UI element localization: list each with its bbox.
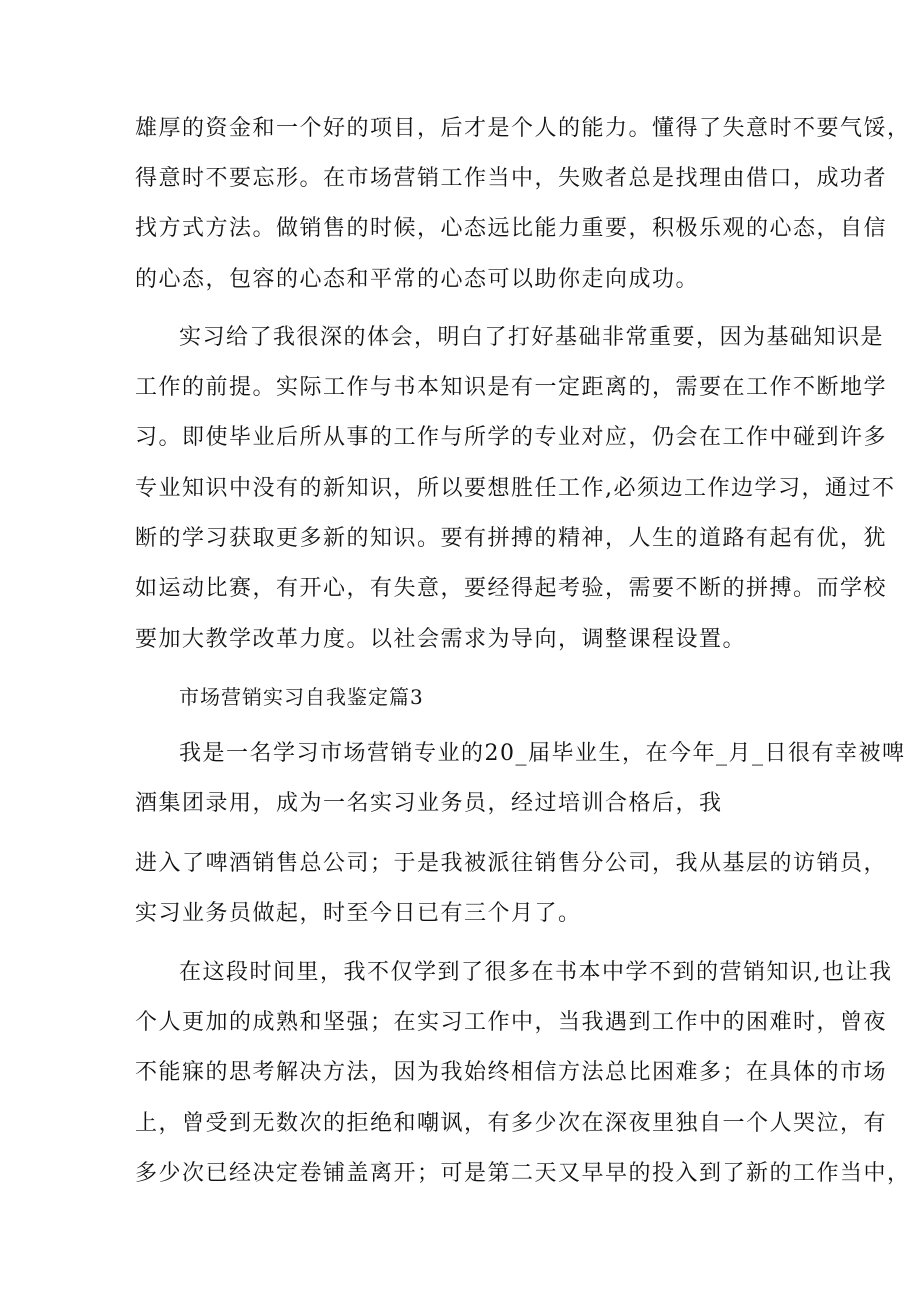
paragraph-line: 如运动比赛，有开心，有失意，要经得起考验，需要不断的拼搏。而学校 [135,576,888,601]
paragraph-line: 工作的前提。实际工作与书本知识是有一定距离的，需要在工作不断地学 [135,375,888,400]
paragraph-line: 得意时不要忘形。在市场营销工作当中，失败者总是找理由借口，成功者 [135,166,888,191]
paragraph-line: 断的学习获取更多新的知识。要有拼搏的精神，人生的道路有起有优，犹 [135,526,888,551]
paragraph-line: 在这段时间里，我不仅学到了很多在书本中学不到的营销知识,也让我 [179,960,893,985]
paragraph-line: 实习业务员做起，时至今日已有三个月了。 [135,901,582,926]
paragraph-line: 我是一名学习市场营销专业的20_届毕业生，在今年_月_日很有幸被啤 [179,741,906,766]
paragraph-line: 进入了啤酒销售总公司；于是我被派往销售分公司，我从基层的访销员， [135,851,888,876]
paragraph-line: 不能寐的思考解决方法，因为我始终相信方法总比困难多；在具体的市场 [135,1060,888,1085]
paragraph-line: 实习给了我很深的体会，明白了打好基础非常重要，因为基础知识是 [179,325,885,350]
paragraph-line: 雄厚的资金和一个好的项目，后才是个人的能力。懂得了失意时不要气馁， [135,116,911,141]
paragraph-line: 的心态，包容的心态和平常的心态可以助你走向成功。 [135,267,700,292]
paragraph-line: 要加大教学改革力度。以社会需求为导向，调整课程设置。 [135,627,747,652]
paragraph-line: 找方式方法。做销售的时候，心态远比能力重要，积极乐观的心态，自信 [135,216,888,241]
paragraph-line: 酒集团录用，成为一名实习业务员，经过培训合格后，我 [135,791,723,816]
paragraph-line: 个人更加的成熟和坚强；在实习工作中，当我遇到工作中的困难时，曾夜 [135,1010,888,1035]
paragraph-line: 上，曾受到无数次的拒绝和嘲讽，有多少次在深夜里独自一个人哭泣，有 [135,1111,888,1136]
paragraph-line: 专业知识中没有的新知识，所以要想胜任工作,必须边工作边学习，通过不 [135,476,896,501]
paragraph-line: 多少次已经决定卷铺盖离开；可是第二天又早早的投入到了新的工作当中， [135,1161,911,1186]
paragraph-line: 习。即使毕业后所从事的工作与所学的专业对应，仍会在工作中碰到许多 [135,425,888,450]
section-heading: 市场营销实习自我鉴定篇3 [179,685,424,709]
